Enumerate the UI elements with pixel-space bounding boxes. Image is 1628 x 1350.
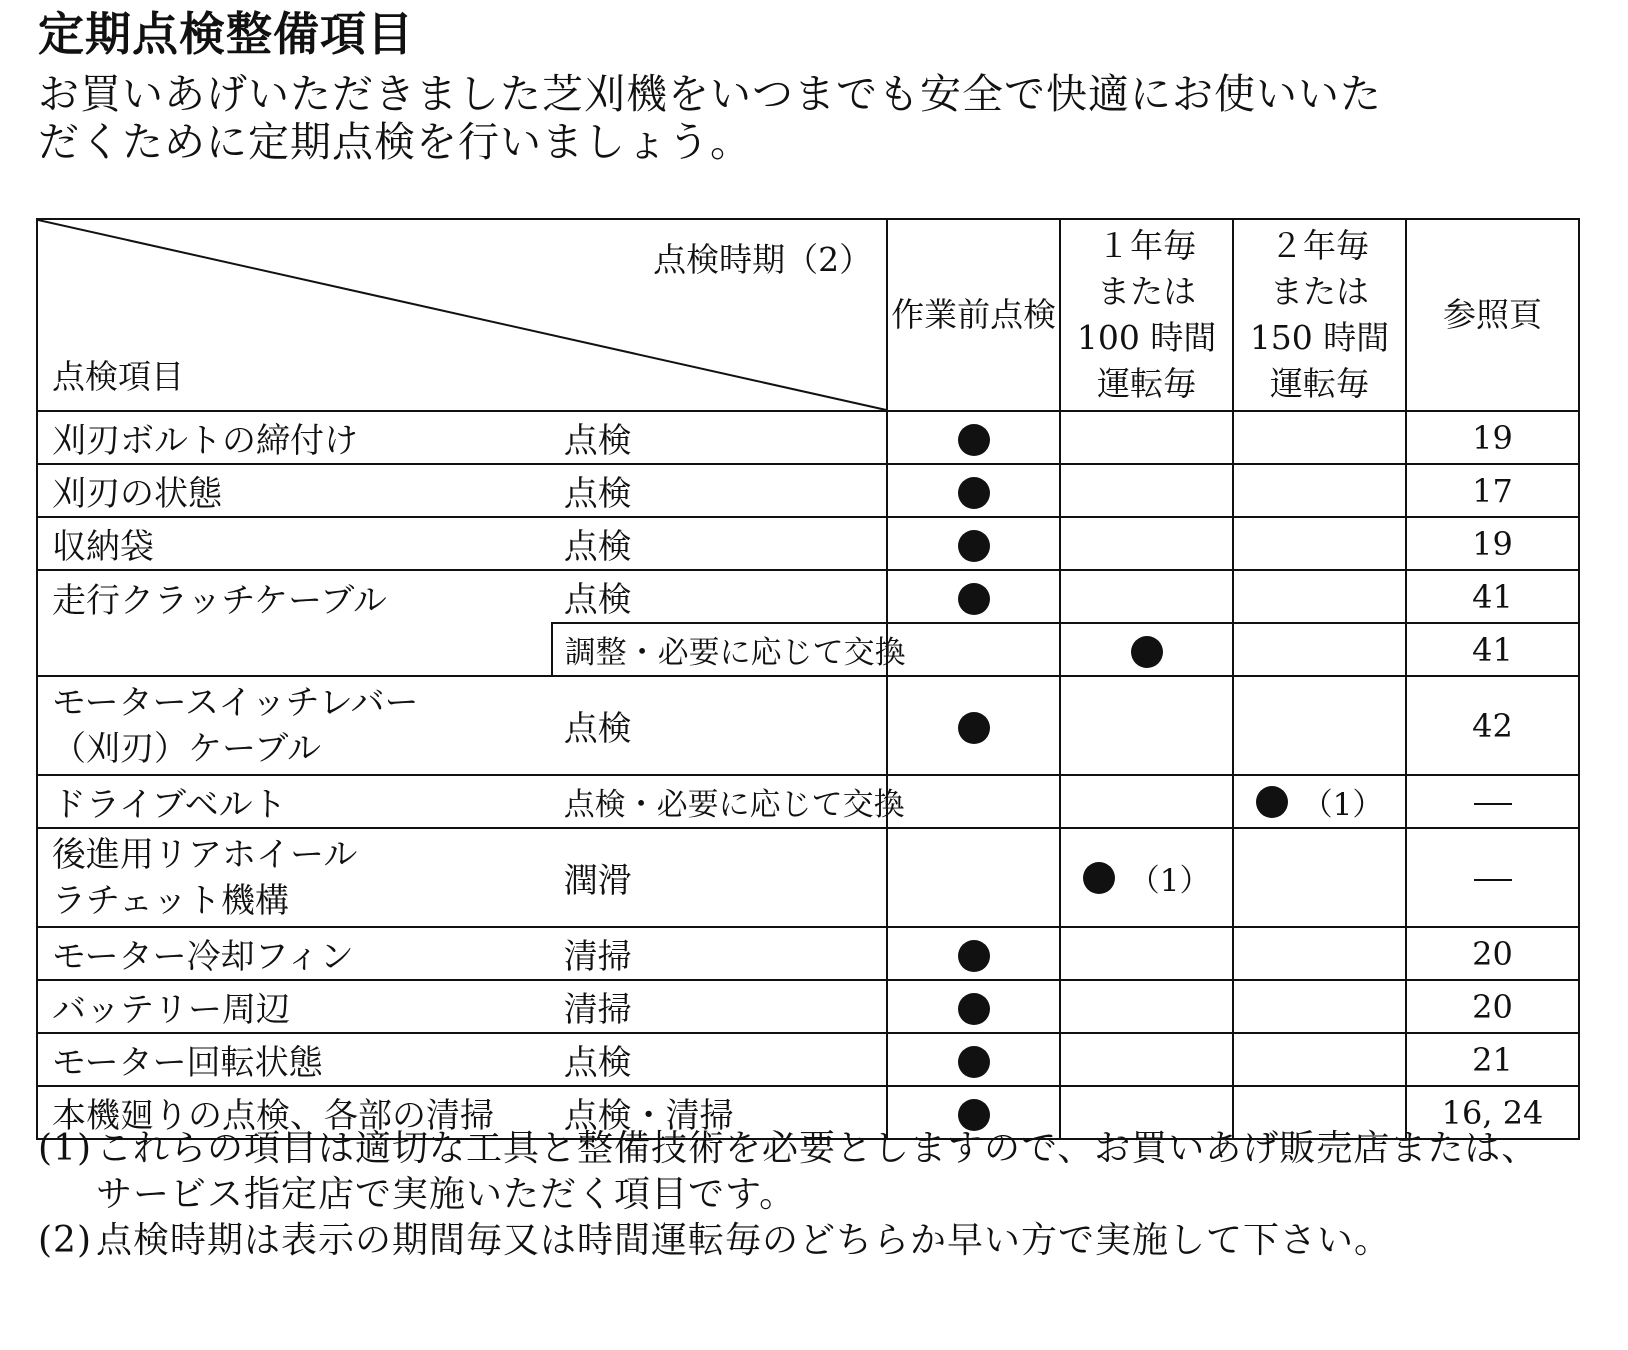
item-cell: 後進用リアホイール ラチェット機構 [37, 828, 552, 927]
diagonal-header-cell [37, 219, 887, 411]
check-dot [1256, 786, 1288, 818]
table-row [37, 775, 1579, 828]
two-year-cell [1233, 517, 1406, 570]
action-cell: 調整・必要に応じて交換 [552, 623, 887, 676]
item-cell: ドライブベルト [37, 775, 552, 828]
check-dot [958, 993, 990, 1025]
page-title: 定期点検整備項目 [38, 7, 414, 61]
pre-work-cell [887, 980, 1060, 1033]
table-row [37, 411, 1579, 464]
action-cell: 清掃 [552, 927, 887, 980]
action-cell: 点検・必要に応じて交換 [552, 775, 887, 828]
table-row [37, 517, 1579, 570]
item-cell: 収納袋 [37, 517, 552, 570]
table-row [37, 980, 1579, 1033]
check-dot [1083, 862, 1115, 894]
item-cell: 刈刃ボルトの締付け [37, 411, 552, 464]
two-year-cell [1233, 623, 1406, 676]
header-reference-page: 参照頁 [1406, 219, 1579, 411]
one-year-cell [1060, 517, 1233, 570]
table-row [37, 676, 1579, 775]
two-year-cell [1233, 828, 1406, 927]
footnote-line: 点検時期は表示の期間毎又は時間運転毎のどちらか早い方で実施して下さい。 [96, 1220, 1392, 1261]
item-cell: 走行クラッチケーブル [37, 570, 552, 623]
header-pre-work: 作業前点検 [887, 219, 1060, 411]
item-cell: 刈刃の状態 [37, 464, 552, 517]
two-year-cell [1233, 927, 1406, 980]
intro-line: だくために定期点検を行いましょう。 [38, 118, 752, 166]
footnote-line: これらの項目は適切な工具と整備技術を必要としますので、お買いあげ販売店または、 [96, 1128, 1539, 1169]
check-dot [958, 530, 990, 562]
check-dot [958, 583, 990, 615]
page-cell: 17 [1406, 464, 1579, 517]
action-cell: 点検 [552, 570, 887, 623]
action-cell: 点検 [552, 676, 887, 775]
page-cell: 41 [1406, 623, 1579, 676]
page-cell [1406, 775, 1579, 828]
dash-mark [1474, 803, 1512, 805]
item-cell: バッテリー周辺 [37, 980, 552, 1033]
item-cell: モーター冷却フィン [37, 927, 552, 980]
footnote-1 [38, 1126, 1538, 1218]
action-cell: 点検 [552, 464, 887, 517]
header-row [37, 219, 1579, 411]
action-cell: 潤滑 [552, 828, 887, 927]
pre-work-cell [887, 1033, 1060, 1086]
two-year-cell [1233, 411, 1406, 464]
inspection-item-label: 点検項目 [52, 357, 184, 396]
table-row [37, 1033, 1579, 1086]
footnote-mark: (1) [38, 1128, 92, 1169]
item-cell [37, 623, 552, 676]
check-dot [958, 424, 990, 456]
page-cell: 21 [1406, 1033, 1579, 1086]
pre-work-cell [887, 517, 1060, 570]
one-year-cell [1060, 927, 1233, 980]
inspection-period-label: 点検時期（2） [653, 240, 873, 279]
action-cell: 点検・清掃 [552, 1086, 887, 1139]
one-year-cell [1060, 775, 1233, 828]
two-year-cell [1233, 570, 1406, 623]
two-year-cell [1233, 464, 1406, 517]
one-year-cell [1060, 676, 1233, 775]
pre-work-cell [887, 828, 1060, 927]
table-row [37, 927, 1579, 980]
page-cell [1406, 828, 1579, 927]
pre-work-cell [887, 411, 1060, 464]
action-cell: 点検 [552, 411, 887, 464]
page-cell: 42 [1406, 676, 1579, 775]
footnote-line: サービス指定店で実施いただく項目です。 [96, 1174, 797, 1215]
two-year-cell [1233, 980, 1406, 1033]
table-row [37, 828, 1579, 927]
action-cell: 点検 [552, 1033, 887, 1086]
one-year-cell [1060, 411, 1233, 464]
footnote-2 [38, 1218, 1538, 1264]
page-cell: 41 [1406, 570, 1579, 623]
pre-work-cell [887, 927, 1060, 980]
table-row [37, 464, 1579, 517]
check-dot [958, 1046, 990, 1078]
one-year-cell [1060, 464, 1233, 517]
page-cell: 19 [1406, 517, 1579, 570]
footnote-ref: （1） [1128, 863, 1211, 899]
table-row [37, 570, 1579, 623]
item-cell: モーター回転状態 [37, 1033, 552, 1086]
footnote-ref: （1） [1301, 787, 1384, 823]
page-cell: 19 [1406, 411, 1579, 464]
header-2-year: ２年毎 または 150 時間 運転毎 [1233, 219, 1406, 411]
footnote-mark: (2) [38, 1220, 92, 1261]
footnotes [38, 1126, 1538, 1264]
page-cell: 20 [1406, 980, 1579, 1033]
pre-work-cell [887, 623, 1060, 676]
check-dot [958, 940, 990, 972]
pre-work-cell [887, 464, 1060, 517]
two-year-cell [1233, 676, 1406, 775]
dash-mark [1474, 879, 1512, 881]
check-dot [958, 712, 990, 744]
action-cell: 清掃 [552, 980, 887, 1033]
pre-work-cell [887, 570, 1060, 623]
pre-work-cell [887, 775, 1060, 828]
inspection-schedule-table [36, 218, 1580, 1140]
check-dot [958, 477, 990, 509]
intro-line: お買いあげいただきました芝刈機をいつまでも安全で快適にお使いいた [38, 70, 1382, 118]
one-year-cell [1060, 1033, 1233, 1086]
intro-paragraph [38, 70, 1598, 166]
action-cell: 点検 [552, 517, 887, 570]
page-cell: 16, 24 [1406, 1086, 1579, 1139]
one-year-cell [1060, 828, 1233, 927]
header-1-year: １年毎 または 100 時間 運転毎 [1060, 219, 1233, 411]
page-cell: 20 [1406, 927, 1579, 980]
item-cell: 本機廻りの点検、各部の清掃 [37, 1086, 552, 1139]
one-year-cell [1060, 980, 1233, 1033]
one-year-cell [1060, 570, 1233, 623]
two-year-cell [1233, 1033, 1406, 1086]
pre-work-cell [887, 676, 1060, 775]
two-year-cell [1233, 775, 1406, 828]
check-dot [1131, 636, 1163, 668]
table-row [37, 623, 1579, 676]
item-cell: モータースイッチレバー （刈刃）ケーブル [37, 676, 552, 775]
one-year-cell [1060, 623, 1233, 676]
